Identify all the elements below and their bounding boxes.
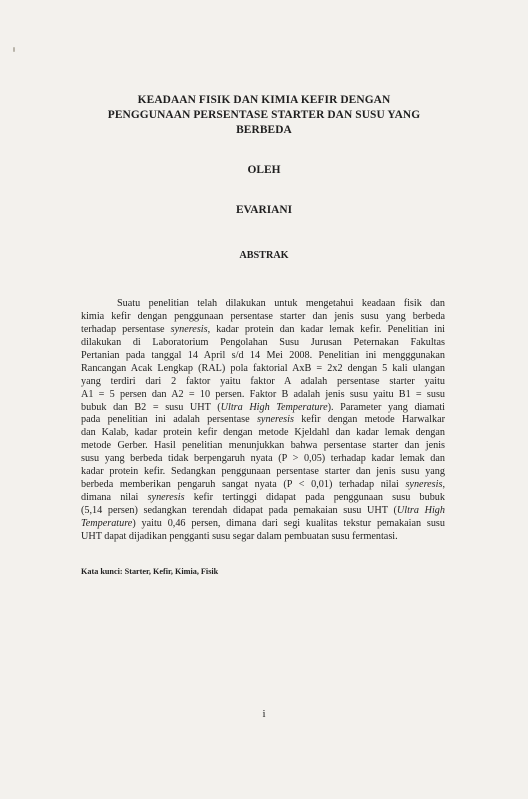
title-line: PENGGUNAAN PERSENTASE STARTER DAN SUSU YANG (107, 108, 421, 121)
abstract-line: dilakukan di Laboratorium Pengolahan Susu Jurusan Peternakan Fakultas (81, 336, 445, 348)
abstract-line: dan Kalab, kadar protein kefir dengan metode Kjeldahl dan kadar lemak dengan (81, 427, 445, 439)
abstract-line: Pertanian pada tanggal 14 April s/d 14 Mei 2008. Penelitian ini mengggunakan (81, 349, 445, 361)
abstract-line: bubuk dan B2 = susu UHT (Ultra High Temperature). Parameter yang diamati (81, 401, 446, 413)
abstract-line: pada penelitian ini adalah persentase syneresis kefir dengan metode Harwalkar (81, 414, 445, 426)
abstract-heading: ABSTRAK (239, 250, 289, 261)
abstract-line: A1 = 5 persen dan A2 = 10 persen. Faktor B adalah jenis susu yaitu B1 = susu (81, 388, 445, 400)
abstract-line: UHT dapat dijadikan pengganti susu segar dalam pembuatan susu fermentasi. (81, 530, 398, 542)
abstract-body (81, 298, 445, 544)
abstract-line: terhadap persentase syneresis, kadar protein dan kadar lemak kefir. Penelitian ini (81, 323, 445, 335)
page-number: i (262, 708, 266, 720)
abstract-line: yang terdiri dari 2 faktor yaitu faktor A adalah persentase starter yaitu (81, 375, 445, 387)
document-title (90, 93, 438, 137)
scan-speck (13, 47, 15, 52)
title-line: BERBEDA (236, 123, 292, 136)
keywords-line: Kata kunci: Starter, Kefir, Kimia, Fisik (81, 567, 219, 576)
abstract-line: kadar protein kefir. Sedangkan penggunaan persentase starter dan jenis susu yang (81, 466, 445, 478)
abstract-line: berbeda memberikan pengaruh sangat nyata (P < 0,01) terhadap nilai syneresis, (81, 479, 445, 491)
author-name: EVARIANI (235, 204, 293, 216)
abstract-line: Rancangan Acak Lengkap (RAL) pola faktorial AxB = 2x2 dengan 5 kali ulangan (81, 362, 445, 374)
abstract-line: Temperature) yaitu 0,46 persen, dimana dari segi kualitas tekstur pemakaian susu (81, 517, 445, 529)
abstract-line: kimia kefir dengan penggunaan persentase starter dan jenis susu yang berbeda (81, 310, 445, 322)
abstract-line: Suatu penelitian telah dilakukan untuk mengetahui keadaan fisik dan (117, 298, 445, 309)
abstract-line: dimana nilai syneresis kefir tertinggi didapat pada penggunaan susu bubuk (81, 492, 445, 504)
byline-label: OLEH (247, 164, 281, 176)
abstract-line: metode Gerber. Hasil penelitian menunjukkan bahwa persentase starter dan jenis (81, 440, 445, 452)
abstract-line: susu yang berbeda tidak berpengaruh nyata (P > 0,05) terhadap kadar lemak dan (81, 453, 445, 465)
title-line: KEADAAN FISIK DAN KIMIA KEFIR DENGAN (137, 94, 391, 106)
abstract-line: (5,14 persen) sedangkan terendah didapat pada pemakaian susu UHT (Ultra High (81, 505, 445, 516)
